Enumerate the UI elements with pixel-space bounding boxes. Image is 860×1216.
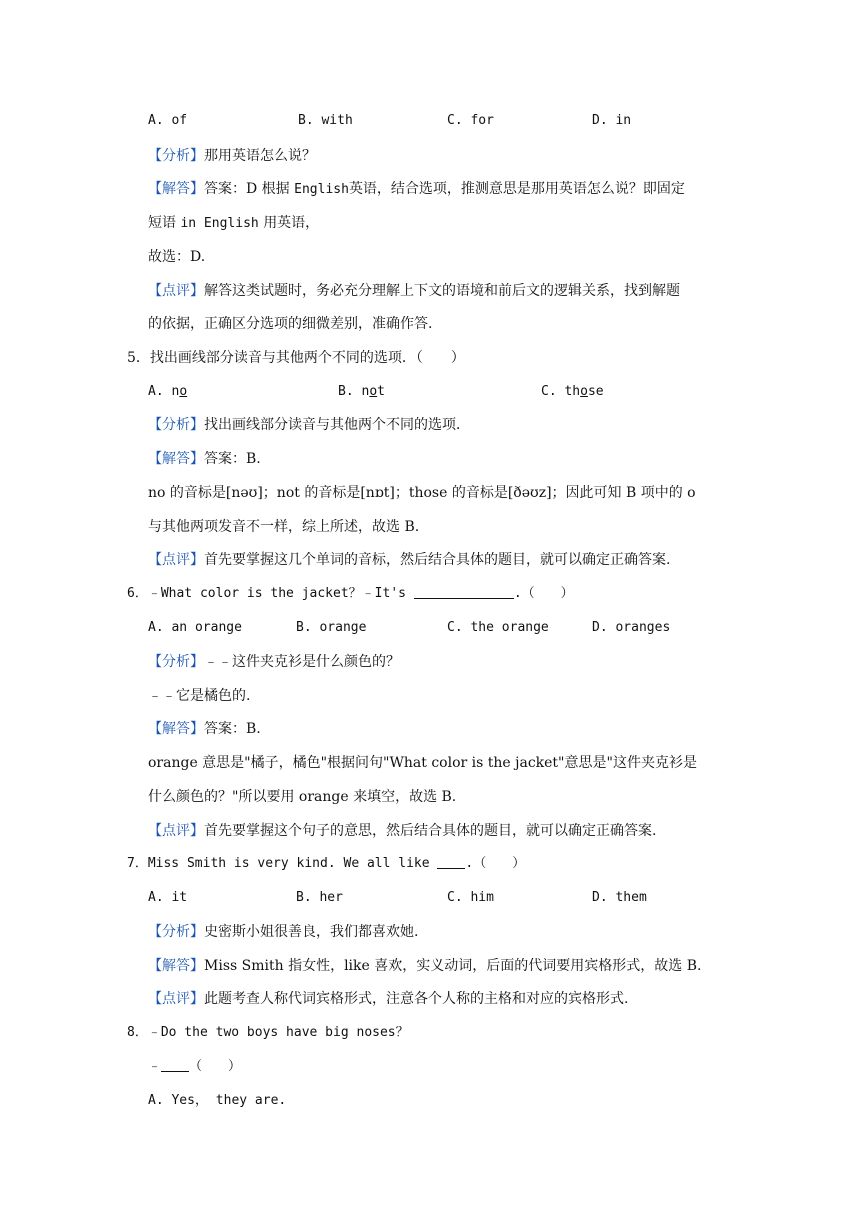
option-c: C. him: [447, 890, 494, 905]
option-b: B. her: [296, 890, 343, 905]
answer-text: Miss Smith 指女性，like 喜欢，实义动词，后面的代词要用宾格形式，故选 B.: [204, 958, 702, 974]
option-c: C. for: [447, 113, 494, 128]
answer-blank: [414, 584, 514, 599]
option-d: D. them: [592, 890, 647, 905]
q7-comment: [148, 989, 628, 1009]
answer-text: 答案：B.: [204, 721, 261, 737]
q4-comment-line-2: 的依据，正确区分选项的细微差别，准确作答.: [148, 316, 433, 332]
underlined-letter: o: [580, 384, 588, 399]
reply-paren: （ ）: [189, 1059, 242, 1074]
comment-tag: 【点评】: [148, 823, 204, 839]
answer-text: 答案：D 根据: [204, 181, 290, 197]
analysis-tag: 【分析】: [148, 654, 204, 670]
stem-text: 7．Miss Smith is very kind. We all like: [127, 856, 430, 871]
option-a: [148, 382, 187, 402]
analysis-text: 那用英语怎么说？: [204, 148, 316, 164]
comment-text: 此题考查人称代词宾格形式，注意各个人称的主格和对应的宾格形式.: [204, 991, 629, 1007]
answer-text: 答案：B.: [204, 451, 261, 467]
answer-tag: 【解答】: [148, 721, 204, 737]
option-b: B. with: [298, 113, 353, 128]
q5-options: [0, 382, 860, 402]
reply-dash: ﹣: [148, 1059, 162, 1074]
answer-tag: 【解答】: [148, 181, 204, 197]
q7-analysis: [148, 922, 418, 942]
analysis-tag: 【分析】: [148, 924, 204, 940]
option-a: A. of: [148, 113, 188, 128]
option-c: C. the orange: [447, 620, 549, 635]
q7-stem: [127, 854, 525, 874]
q6-stem: [127, 584, 574, 604]
q5-stem: 5．找出画线部分读音与其他两个不同的选项．（ ）: [127, 350, 465, 366]
answer-blank: [437, 854, 465, 869]
q8-option-a: A. Yes， they are.: [148, 1093, 287, 1108]
comment-text: 首先要掌握这几个单词的音标，然后结合具体的题目，就可以确定正确答案.: [204, 552, 671, 568]
stem-text: 6．﹣What color is the jacket？﹣It's: [127, 586, 406, 601]
q7-options: [0, 888, 860, 908]
option-text: B. n: [338, 384, 370, 399]
stem-text: .（ ）: [465, 856, 526, 871]
answer-text: 用英语，: [263, 215, 320, 231]
underlined-letter: o: [179, 384, 188, 399]
q4-answer-line-2: [148, 213, 319, 234]
q4-answer-line-1: [148, 179, 685, 200]
q6-comment: [148, 821, 656, 841]
comment-tag: 【点评】: [148, 283, 204, 299]
stem-text: .（ ）: [513, 586, 574, 601]
q4-analysis: [148, 146, 316, 166]
option-a: A. it: [148, 890, 188, 905]
q5-detail-line-1: no 的音标是[nəʊ]；not 的音标是[nɒt]；those 的音标是[ðəʊz]；因此可知 B 项中的 o: [148, 485, 696, 501]
option-d: D. in: [592, 113, 632, 128]
analysis-text: 史密斯小姐很善良，我们都喜欢她.: [204, 924, 419, 940]
option-b: B. orange: [296, 620, 367, 635]
option-d: D. oranges: [592, 620, 671, 635]
option-b: [338, 382, 385, 402]
q8-reply: [148, 1057, 241, 1077]
comment-text: 解答这类试题时，务必充分理解上下文的语境和前后文的逻辑关系，找到解题: [204, 283, 680, 299]
underlined-letter: o: [369, 384, 378, 399]
q7-answer: [148, 956, 701, 976]
q6-answer: [148, 719, 261, 739]
q6-detail-line-2: 什么颜色的？"所以要用 orange 来填空，故选 B.: [148, 789, 457, 805]
q6-detail-line-1: orange 意思是"橘子，橘色"根据问句"What color is the jacket"意思是"这件夹克衫是: [148, 755, 697, 771]
q4-options: [0, 111, 860, 131]
analysis-tag: 【分析】: [148, 417, 204, 433]
answer-text: 英语，结合选项，推测意思是那用英语怎么说？即固定: [348, 181, 685, 197]
analysis-tag: 【分析】: [148, 148, 204, 164]
analysis-text: 找出画线部分读音与其他两个不同的选项．: [204, 417, 470, 433]
answer-text: 短语: [148, 215, 176, 231]
option-c: [541, 382, 604, 402]
analysis-text: ﹣﹣这件夹克衫是什么颜色的？: [204, 654, 400, 670]
option-a: A. an orange: [148, 620, 242, 635]
q5-detail-line-2: 与其他两项发音不一样，综上所述，故选 B.: [148, 519, 420, 535]
answer-text: in English: [180, 216, 259, 231]
comment-tag: 【点评】: [148, 991, 204, 1007]
option-text: se: [587, 384, 604, 399]
q4-answer-line-3: 故选：D.: [148, 249, 206, 265]
answer-tag: 【解答】: [148, 451, 204, 467]
answer-tag: 【解答】: [148, 958, 204, 974]
answer-text: English: [294, 182, 349, 197]
option-text: C. th: [541, 384, 581, 399]
q4-comment-line-1: [148, 281, 680, 301]
q5-comment: [148, 550, 670, 570]
q5-answer: [148, 449, 261, 469]
q6-analysis-line-2: ﹣﹣它是橘色的.: [148, 688, 251, 704]
q5-analysis: [148, 415, 470, 435]
option-text: t: [377, 384, 385, 399]
q6-analysis-line-1: [148, 652, 400, 672]
q6-options: [0, 618, 860, 638]
answer-blank: [161, 1057, 189, 1072]
comment-tag: 【点评】: [148, 552, 204, 568]
option-text: A. n: [148, 384, 180, 399]
q8-stem: 8．﹣Do the two boys have big noses？: [127, 1025, 409, 1040]
comment-text: 首先要掌握这个句子的意思，然后结合具体的题目，就可以确定正确答案.: [204, 823, 657, 839]
